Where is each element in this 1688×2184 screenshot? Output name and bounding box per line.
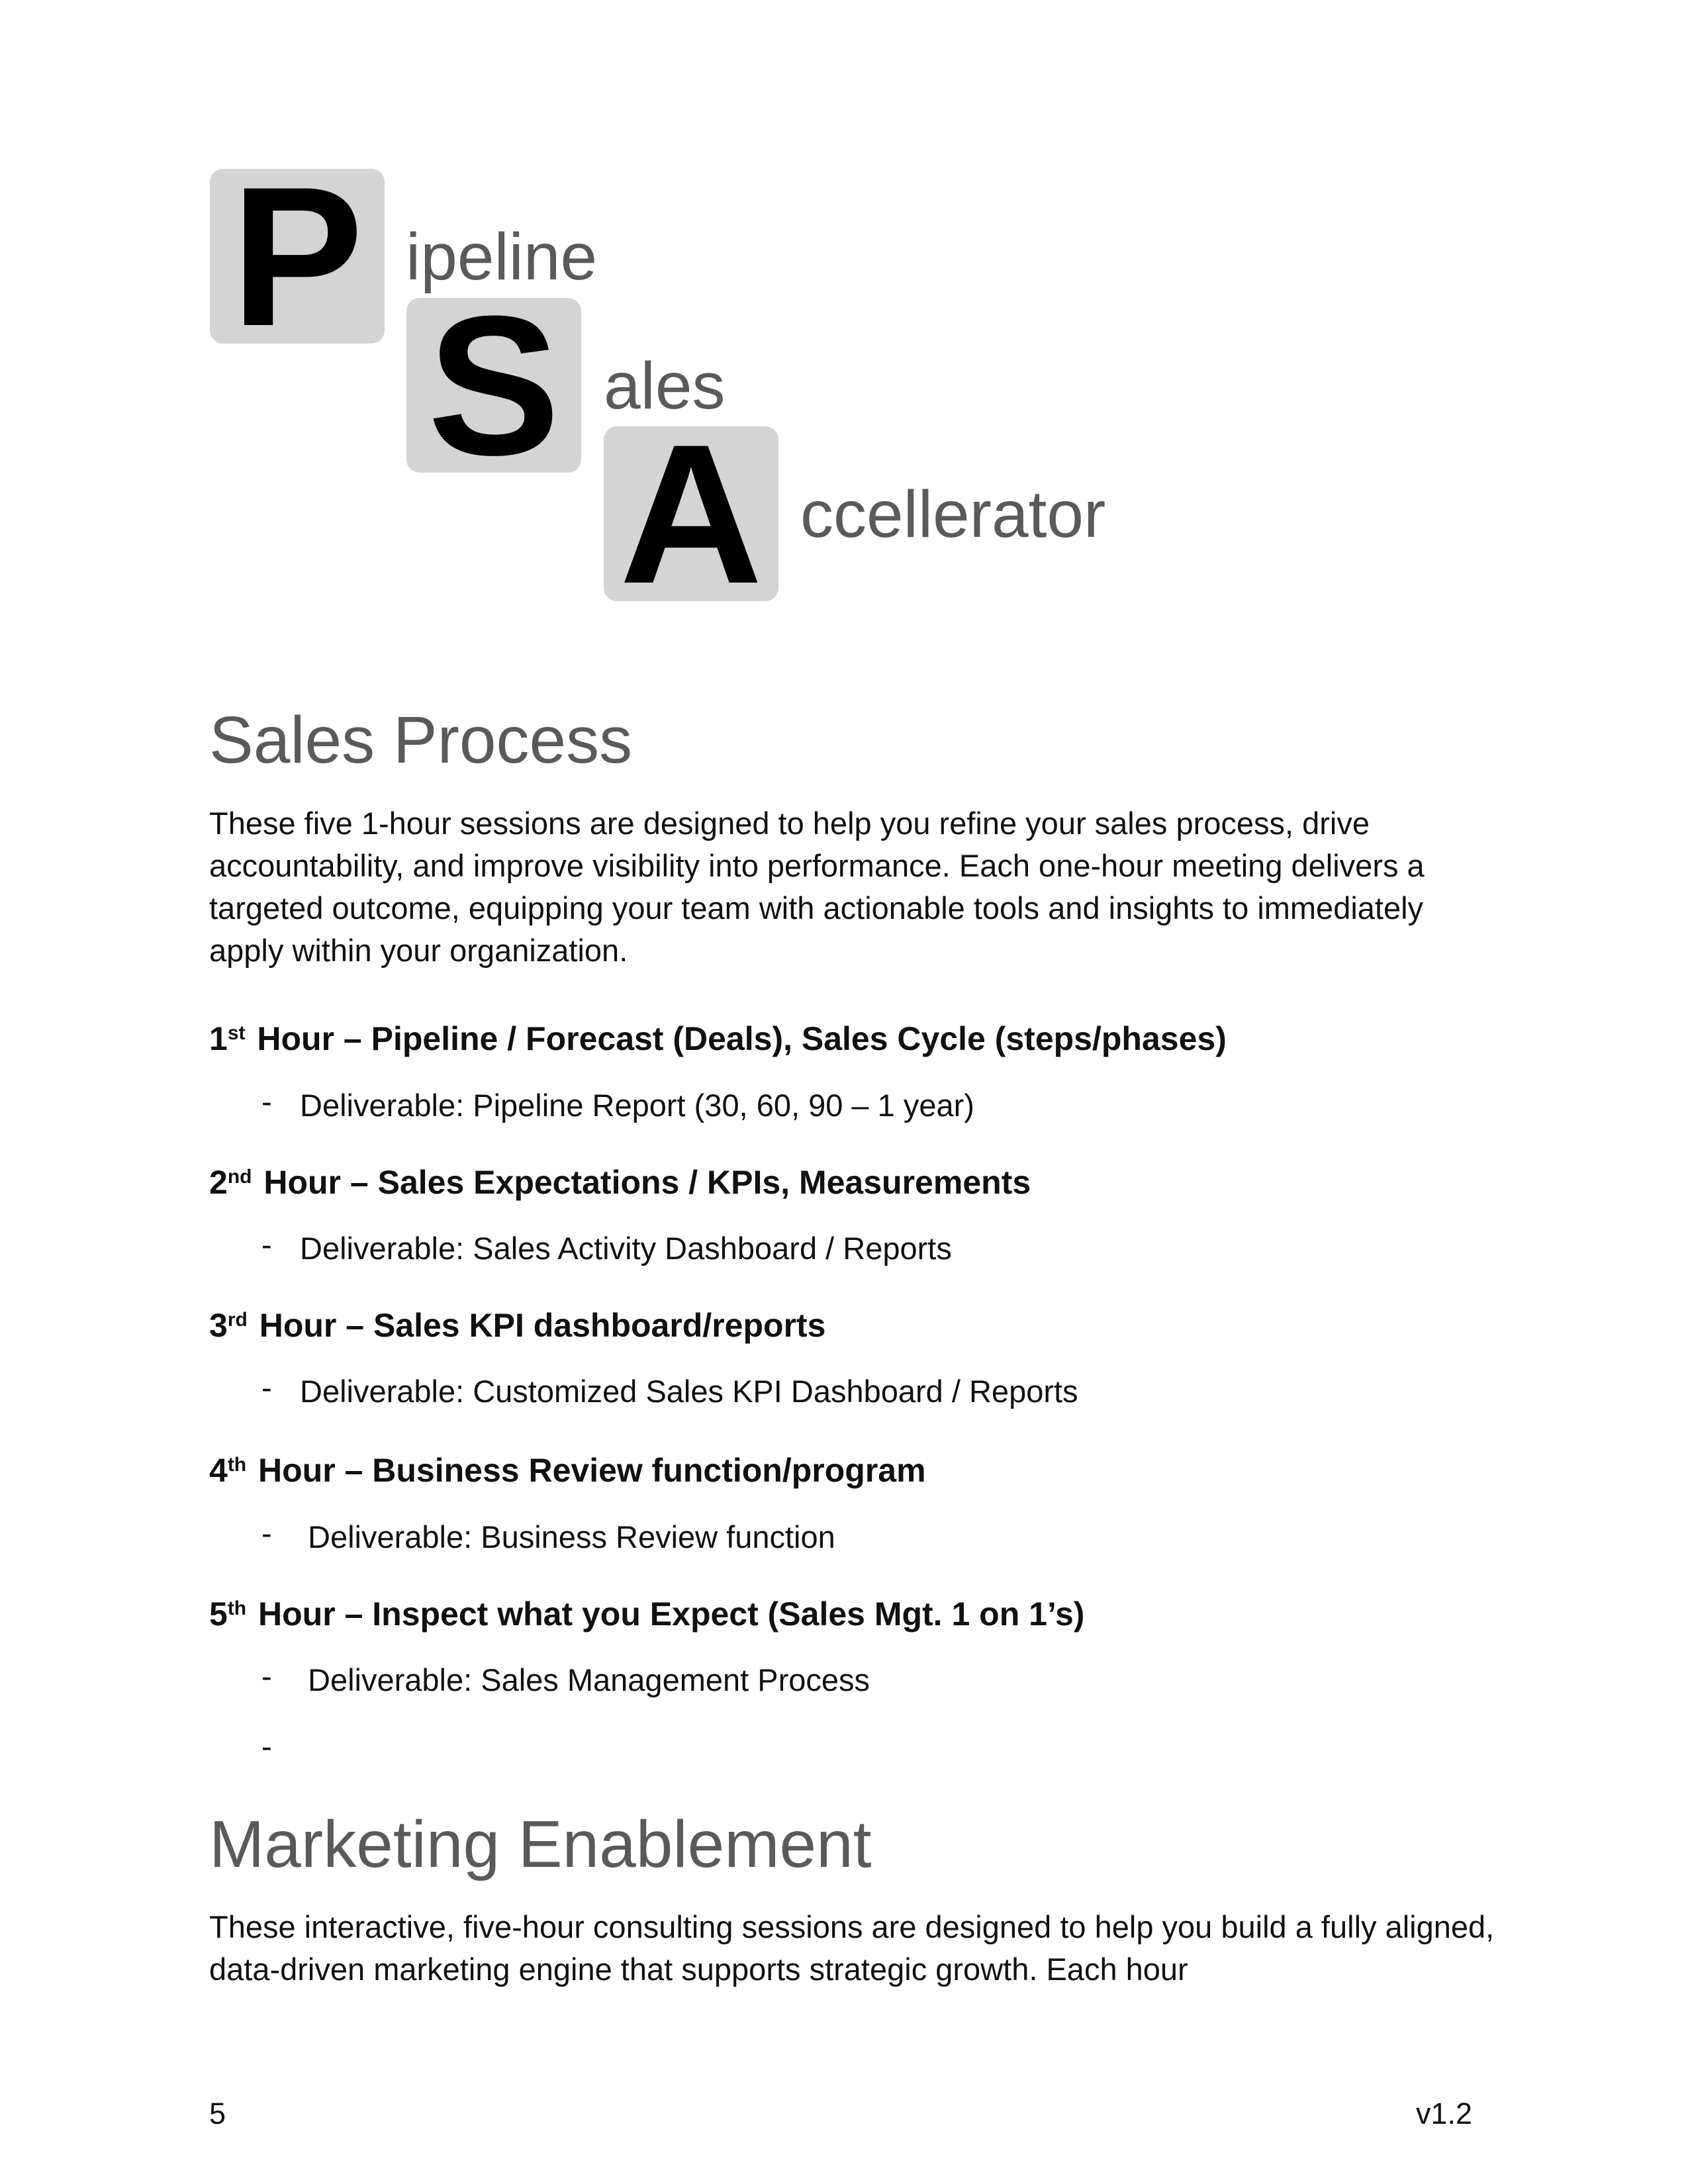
logo-word-accellerator: ccellerator (800, 477, 1106, 551)
logo-letter-p-tile: P (210, 169, 385, 344)
empty-bullet: - (261, 1729, 272, 1764)
sales-process-heading: Sales Process (209, 703, 633, 777)
hour-5-deliverable: - Deliverable: Sales Management Process (261, 1658, 870, 1697)
hour-1-title: 1st Hour – Pipeline / Forecast (Deals), Sales Cycle (steps/phases) (209, 1020, 1227, 1057)
logo-word-pipeline: ipeline (406, 220, 598, 294)
logo-letter-a-tile: A (604, 426, 778, 601)
sales-process-intro: These five 1-hour sessions are designed to help you refine your sales process, drive accountability, and improve visibility into performance. Each one-hour meeting delivers a targeted outcome, equipping your team with actionable tools and insights to immediately apply within your organization. (209, 806, 1425, 968)
marketing-enablement-intro: These interactive, five-hour consulting sessions are designed to help you build a fully aligned, data-driven marketing engine that supports strategic growth. Each hour (209, 1909, 1495, 1987)
hour-2-deliverable: - Deliverable: Sales Activity Dashboard / Reports (261, 1227, 952, 1266)
hour-3-title: 3rd Hour – Sales KPI dashboard/reports (209, 1307, 826, 1344)
hour-3-deliverable: - Deliverable: Customized Sales KPI Dashboard / Reports (261, 1370, 1078, 1409)
version-label: v1.2 (1415, 2097, 1472, 2130)
hour-2-title: 2nd Hour – Sales Expectations / KPIs, Measurements (209, 1164, 1031, 1201)
hour-4-title: 4th Hour – Business Review function/program (209, 1452, 926, 1489)
hour-5-title: 5th Hour – Inspect what you Expect (Sales Mgt. 1 on 1’s) (209, 1595, 1085, 1633)
marketing-enablement-heading: Marketing Enablement (209, 1807, 872, 1881)
logo-word-sales: ales (604, 349, 726, 423)
page-number: 5 (209, 2097, 226, 2130)
hour-4-deliverable: - Deliverable: Business Review function (261, 1515, 835, 1554)
logo-letter-s-tile: S (406, 298, 581, 473)
hour-1-deliverable: - Deliverable: Pipeline Report (30, 60, 90 – 1 year) (261, 1084, 974, 1123)
